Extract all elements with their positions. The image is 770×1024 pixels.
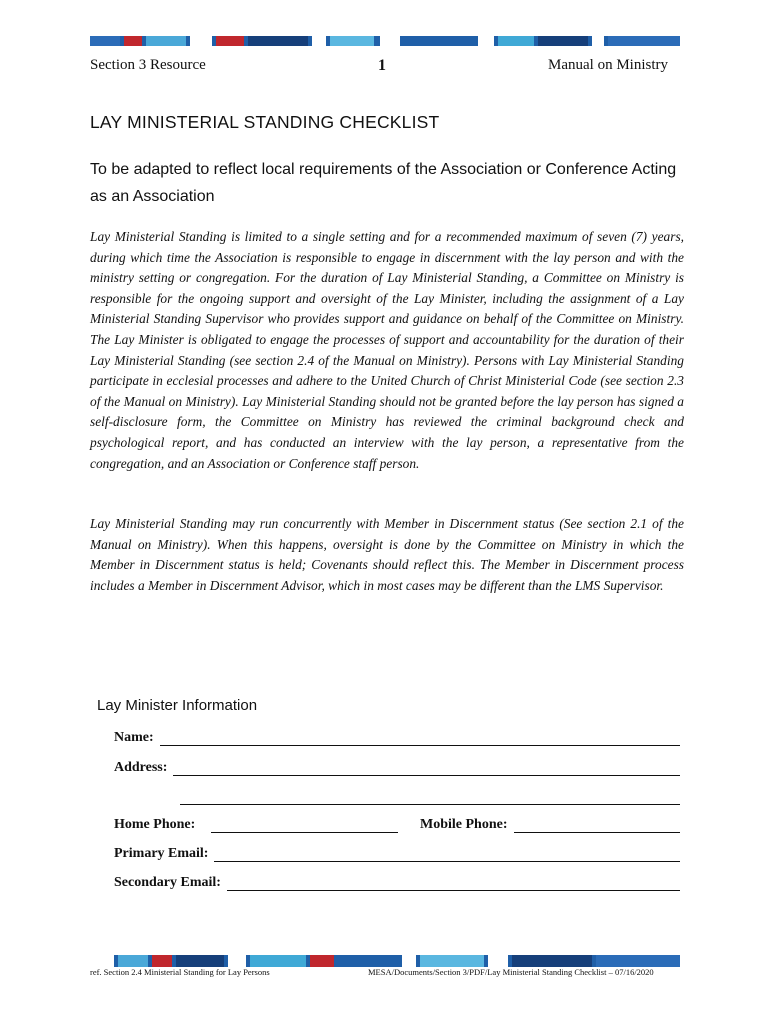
address-line-2-field[interactable]	[180, 790, 680, 805]
mobile-phone-input-line[interactable]	[514, 818, 681, 833]
header-section-label: Section 3 Resource	[90, 57, 206, 73]
footer-document-path: MESA/Documents/Section 3/PDF/Lay Ministerial Standing Checklist – 07/16/2020	[368, 967, 654, 977]
home-phone-label: Home Phone:	[114, 817, 196, 832]
address-line-2-input[interactable]	[180, 790, 680, 805]
address-label: Address:	[114, 760, 168, 775]
name-input-line[interactable]	[160, 731, 680, 746]
document-title: LAY MINISTERIAL STANDING CHECKLIST	[90, 112, 440, 132]
header-page-number: 1	[378, 57, 386, 74]
secondary-email-field[interactable]	[114, 875, 680, 891]
mobile-phone-label: Mobile Phone:	[420, 817, 508, 832]
primary-email-label: Primary Email:	[114, 846, 209, 861]
name-label: Name:	[114, 730, 154, 745]
header-manual-title: Manual on Ministry	[548, 57, 668, 73]
primary-email-input-line[interactable]	[214, 847, 680, 862]
name-field[interactable]	[114, 730, 680, 746]
home-phone-input-line[interactable]	[211, 818, 398, 833]
secondary-email-label: Secondary Email:	[114, 875, 221, 890]
address-field[interactable]	[114, 760, 680, 776]
primary-email-field[interactable]	[114, 846, 680, 862]
address-input-line[interactable]	[173, 761, 680, 776]
footer-reference: ref. Section 2.4 Ministerial Standing for Lay Persons	[90, 967, 270, 977]
concurrent-status-paragraph: Lay Ministerial Standing may run concurrently with Member in Discernment status (See section 2.1 of the Manual on Ministry). When this happens, oversight is done by the Committee on Ministry in which the Member in Discernment status is held; Covenants should reflect this. The Member in Discernment process includes a Member in Discernment Advisor, which in most cases may be different than the LMS Supervisor.	[90, 516, 684, 593]
intro-paragraph: Lay Ministerial Standing is limited to a single setting and for a recommended maximum of seven (7) years, during which time the Association is responsible to engage in discernment with the lay person and with the ministry setting or congregation. For the duration of Lay Ministerial Standing, a Committee on Ministry is responsible for the ongoing support and oversight of the Lay Minister, including the assignment of a Lay Ministerial Standing Supervisor who provides support and guidance on behalf of the Committee on Ministry. The Lay Minister is obligated to engage the processes of support and accountability for the duration of their Lay Ministerial Standing (see section 2.4 of the Manual on Ministry). Persons with Lay Ministerial Standing participate in ecclesial processes and adhere to the United Church of Christ Ministerial Code (see section 2.3 of the Manual on Ministry). Lay Ministerial Standing should not be granted before the lay person has signed a self-disclosure form, the Committee on Ministry has reviewed the criminal background check and psychological report, and has conducted an interview with the lay person, a representative from the congregation, and an Association or Conference staff person.	[90, 229, 684, 471]
home-phone-field[interactable]	[114, 817, 398, 833]
secondary-email-input-line[interactable]	[227, 876, 680, 891]
bottom-decorative-banner	[90, 955, 680, 967]
document-subtitle: To be adapted to reflect local requirements of the Association or Conference Acting as an Association	[90, 161, 677, 205]
lay-minister-info-heading: Lay Minister Information	[97, 697, 258, 714]
mobile-phone-field[interactable]	[420, 817, 680, 833]
top-decorative-banner	[90, 36, 680, 46]
